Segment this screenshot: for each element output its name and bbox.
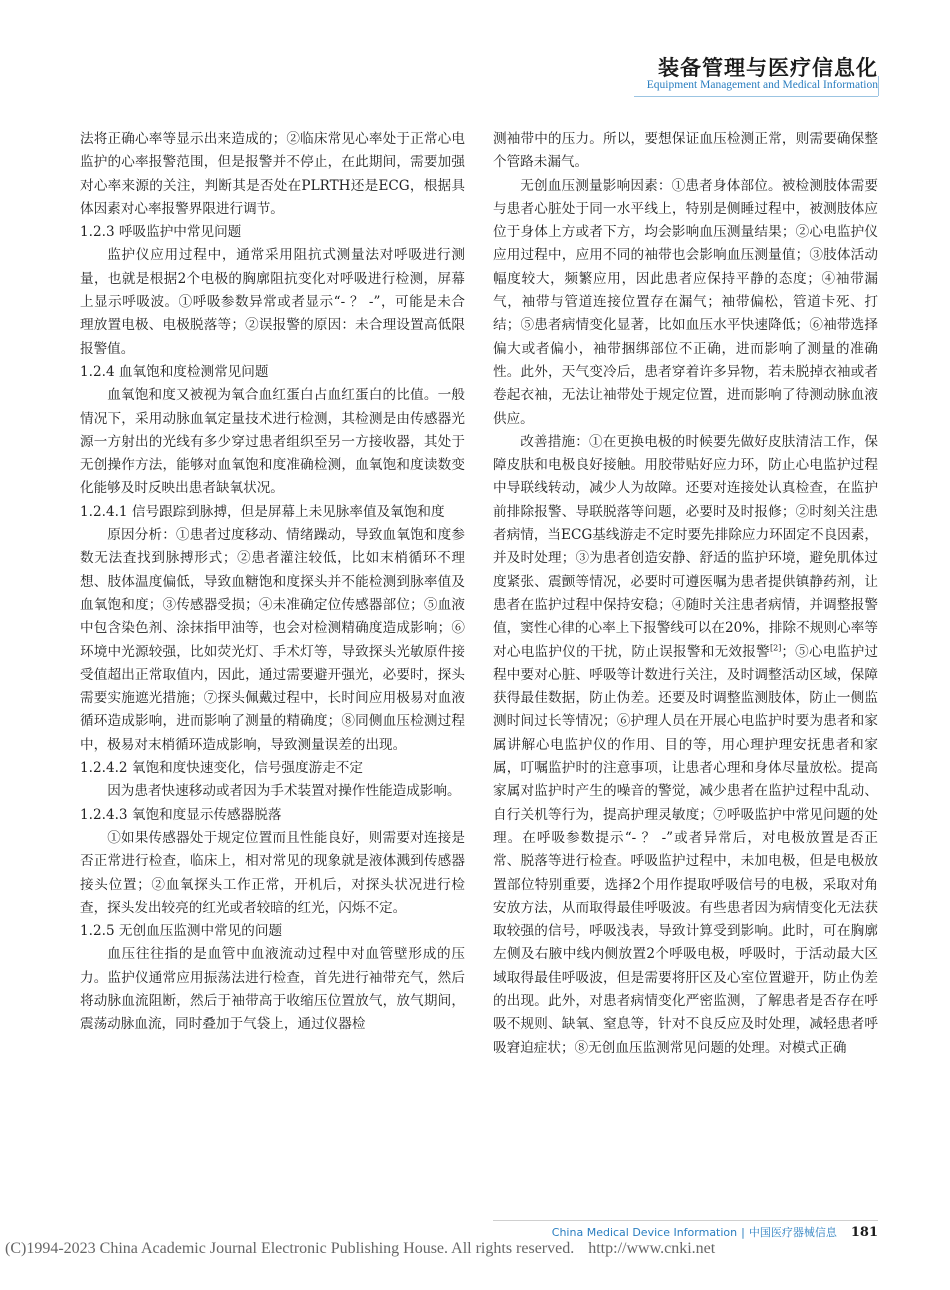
left-column (80, 128, 465, 1037)
section-heading: 1.2.5 无创血压监测中常见的问题 (80, 923, 283, 940)
subsection-heading: 1.2.4.3 氧饱和度显示传感器脱落 (80, 806, 282, 823)
citation-reference: [2] (769, 643, 782, 652)
paragraph-part: ；⑤心电监护过程中要对心脏、呼吸等计数进行关注，及时调整活动区域，保障获得最佳数据，防止伪差。还要及时调整监测肢体，防止一侧监测时间过长等情况；⑥护理人员在开展心电监护时要为患者和家属讲解心电监护仪的作用、目的等，用心理护理安抚患者和家属，叮嘱监护时的注意事项，让患者心理和身体尽量放松。提高家属对监护时产生的噪音的警觉，减少患者在监护过程中乱动、自行关机等行为，提高护理灵敏度；⑦呼吸监护中常见问题的处理。在呼吸参数提示“- ？ -”或者异常后，对电极放置是否正常、脱落等进行检查。呼吸监护过程中，未加电极，但是电极放置部位特别重要，选择2个用作提取呼吸信号的电极，采取对角安放方法，从而取得最佳呼吸波。有些患者因为病情变化无法获取较强的信号，呼吸浅表，导致计算受到影响。此时，可在胸廓左侧及右腋中线内侧放置2个呼吸电极，呼吸时，于活动最大区域取得最佳呼吸波，但是需要将肝区及心室位置避开，防止伪差的出现。此外，对患者病情变化严密监测，了解患者是否存在呼吸不规则、缺氧、窒息等，针对不良反应及时处理，减轻患者呼吸窘迫症状；⑧无创血压监测常见问题的处理。对模式正确 (493, 643, 879, 1056)
paragraph: ①如果传感器处于规定位置而且性能良好，则需要对连接是否正常进行检查，临床上，相对常见的现象就是液体溅到传感器接头位置；②血氧探头工作正常，开机后，对探头状况进行检查，探头发出较亮的红光或者较暗的红光，闪烁不定。 (80, 829, 465, 916)
paragraph (493, 431, 878, 1060)
header-vertical-rule (878, 76, 879, 96)
page-footer (552, 1224, 878, 1240)
paragraph: 血压往往指的是血管中血液流动过程中对血管壁形成的压力。监护仪通常应用振荡法进行检查，首先进行袖带充气，然后将动脉血流阻断，然后于袖带高于收缩压位置放气，放气期间，震荡动脉血流，同时叠加于气袋上，通过仪器检 (80, 946, 465, 1033)
cnki-url: http://www.cnki.net (588, 1240, 716, 1257)
paragraph: 监护仪应用过程中，通常采用阻抗式测量法对呼吸进行测量，也就是根据2个电极的胸廓阻抗变化对呼吸进行检测，屏幕上显示呼吸波。①呼吸参数异常或者显示“- ？ -”，可能是未合理放置电极、电极脱落等；②误报警的原因：未合理设置高低限报警值。 (80, 247, 465, 357)
paragraph-part: 改善措施：①在更换电极的时候要先做好皮肤清洁工作，保障皮肤和电极良好接触。用胶带贴好应力环，防止心电监护过程中导联线转动，减少人为故障。还要对连接处认真检查，在监护前排除报警、导联脱落等问题，必要时及时报修；②时刻关注患者病情，当ECG基线游走不定时要先排除应力环固定不良因素，并及时处理；③为患者创造安静、舒适的监护环境，避免肌体过度紧张、震颤等情况，必要时可遵医嘱为患者提供镇静药剂，让患者在监护过程中保持安稳；④随时关注患者病情，并调整报警值，窦性心律的心率上下报警线可以在20%，排除不规则心率等对心电监护仪的干扰，防止误报警和无效报警 (493, 433, 878, 660)
subsection-heading: 1.2.4.1 信号跟踪到脉搏，但是屏幕上未见脉率值及氧饱和度 (80, 503, 445, 520)
paragraph: 无创血压测量影响因素：①患者身体部位。被检测肢体需要与患者心脏处于同一水平线上，特别是侧睡过程中，被测肢体应位于身体上方或者下方，均会影响血压测量结果；②心电监护仪应用过程中，应用不同的袖带也会影响血压测量值；③肢体活动幅度较大，频繁应用，因此患者应保持平静的态度；④袖带漏气，袖带与管道连接位置存在漏气；袖带偏松，管道卡死、打结；⑤患者病情变化显著，比如血压水平快速降低；⑥袖带选择偏大或者偏小，袖带捆绑部位不正确，进而影响了测量的准确性。此外，天气变冷后，患者穿着许多异物，若未脱掉衣袖或者卷起衣袖，无法让袖带处于规定位置，进而影响了待测动脉血液供应。 (493, 177, 878, 427)
paragraph: 测袖带中的压力。所以，要想保证血压检测正常，则需要确保整个管路未漏气。 (493, 131, 878, 171)
copyright-watermark (5, 1240, 715, 1258)
journal-name-cn: 中国医疗器械信息 (748, 1226, 837, 1239)
paragraph: 法将正确心率等显示出来造成的；②临床常见心率处于正常心电监护的心率报警范围，但是报警并不停止，在此期间，需要加强对心率来源的关注，判断其是否处在PLRTH还是ECG，根据具体因素对心率报警界限进行调节。 (80, 131, 465, 217)
section-heading: 1.2.4 血氧饱和度检测常见问题 (80, 363, 269, 380)
page-number: 181 (850, 1225, 878, 1240)
header-rule (634, 96, 878, 97)
subsection-heading: 1.2.4.2 氧饱和度快速变化，信号强度游走不定 (80, 760, 363, 777)
paragraph: 因为患者快速移动或者因为手术装置对操作性能造成影响。 (107, 783, 461, 800)
footer-rule (493, 1220, 878, 1221)
right-column (493, 128, 878, 1060)
paragraph: 血氧饱和度又被视为氧合血红蛋白占血红蛋白的比值。一般情况下，采用动脉血氧定量技术进行检测，其检测是由传感器光源一方射出的光线有多少穿过患者组织至另一方接收器，其处于无创操作方法，能够对血氧饱和度准确检测，血氧饱和度读数变化能够及时反映出患者缺氧状况。 (80, 387, 465, 497)
copyright-text: (C)1994-2023 China Academic Journal Electronic Publishing House. All rights reserved. (5, 1240, 575, 1257)
footer-separator: | (741, 1226, 745, 1239)
paragraph: 原因分析：①患者过度移动、情绪躁动，导致血氧饱和度参数无法査找到脉搏形式；②患者灌注较低，比如末梢循环不理想、肢体温度偏低，导致血糖饱和度探头并不能检测到脉率值及血氧饱和度；③传感器受损；④未准确定位传感器部位；⑤血液中包含染色剂、涂抹指甲油等，也会对检测精确度造成影响；⑥环境中光源较强，比如荧光灯、手术灯等，导致探头光敏原件接受值超出正常取值内，因此，通过需要避开强光，必要时，探头需要实施遮光措施；⑦探头佩戴过程中，长时间应用极易对血液循环造成影响，进而影响了测量的精确度；⑧同侧血压检测过程中，极易对末梢循环造成影响，导致测量误差的出现。 (80, 527, 465, 753)
journal-section-title: 装备管理与医疗信息化 (658, 56, 878, 80)
section-heading: 1.2.3 呼吸监护中常见问题 (80, 224, 242, 241)
journal-section-subtitle: Equipment Management and Medical Information (646, 79, 878, 91)
journal-name-en: China Medical Device Information (551, 1226, 738, 1239)
